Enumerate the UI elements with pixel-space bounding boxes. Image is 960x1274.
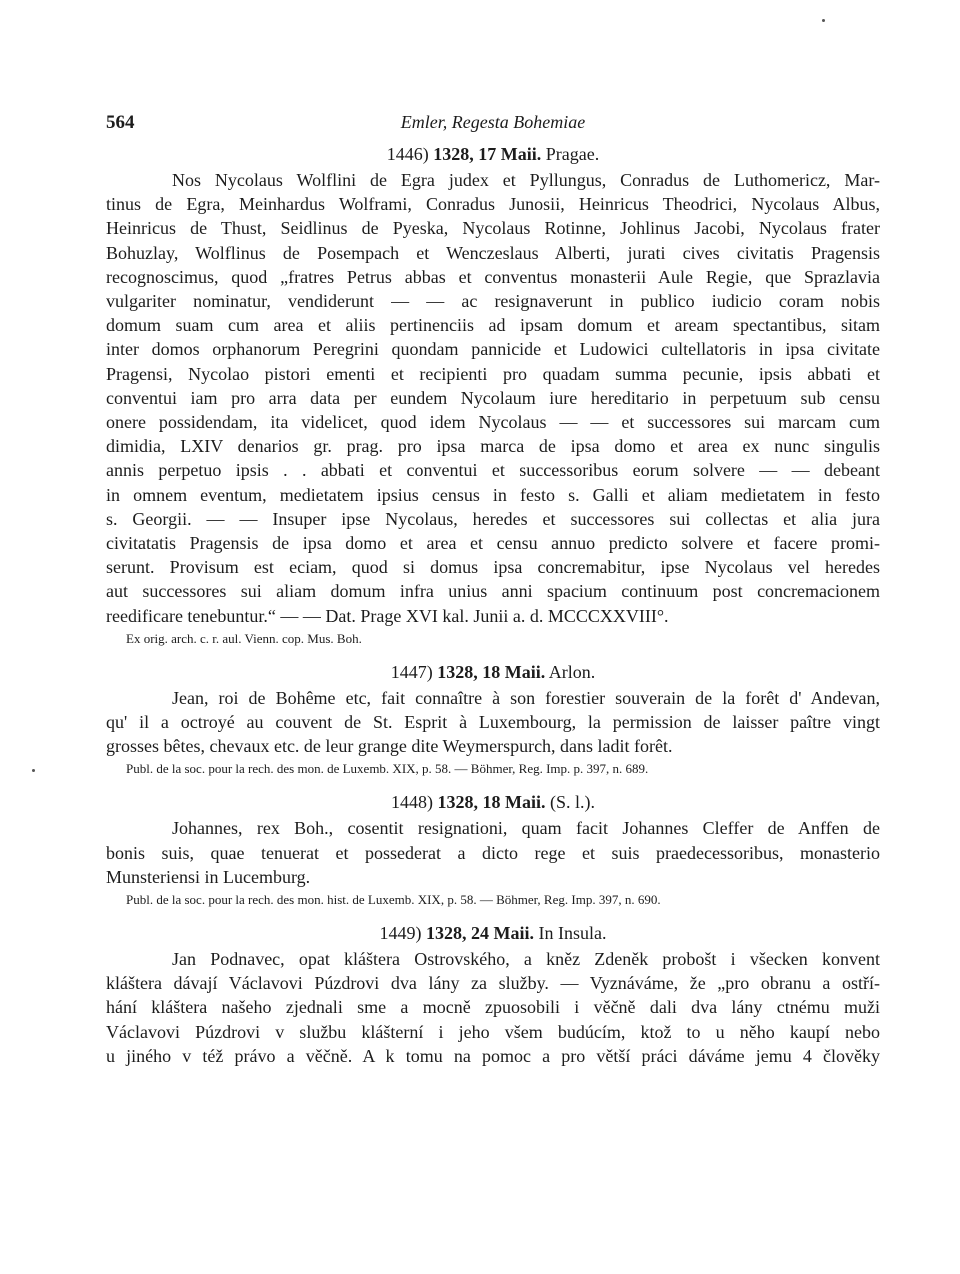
entry-place: (S. l.). [550,792,595,813]
page [106,112,880,1068]
text-line: grosses bêtes, chevaux etc. de leur grange dite Weymerspurch, dans ladit forêt. [106,736,673,757]
entry-1449 [106,921,880,1068]
text-line: domum suam cum area et aliis pertinenciis ad ipsam domum et aream spectantibus, sitam [106,315,880,336]
entry-month: Maii. [505,792,546,813]
entry-number: 1446) [386,144,429,164]
entry-date: 1328, 18 [437,661,501,682]
entry-1447 [106,660,880,779]
entry-text [106,168,880,628]
entry-number: 1449) [379,923,422,944]
text-line: onere possidendam, ita videlicet, quod idem Nycolaus — — et successores sui marcam cum [106,412,880,433]
source-note: Publ. de la soc. pour la rech. des mon. hist. de Luxemb. XIX, p. 58. — Böhmer, Reg. Imp. 397, n. 690. [126,892,661,908]
entry-text [106,947,880,1068]
text-line: Nos Nycolaus Wolflini de Egra judex et Pyllungus, Conradus de Luthomericz, Mar- [172,170,880,190]
page-number: 564 [106,112,135,133]
text-line: aut successores sui aliam domum infra unius anni spacium continuum post concremacionem [106,581,880,602]
text-line: vulgariter nominatur, vendiderunt — — ac resignaverunt in publico iudicio coram nobis [106,291,880,312]
text-line: serunt. Provisum est eciam, quod si domus ipsa concremabitur, ipse Nycolaus vel heredes [106,557,880,578]
text-line: Munsteriensi in Lucemburg. [106,866,311,887]
source-note: Publ. de la soc. pour la rech. des mon. de Luxemb. XIX, p. 58. — Böhmer, Reg. Imp. p. 397, n. 689. [126,761,649,777]
specks [822,19,825,22]
entry-heading [106,660,880,684]
text-line: qu' il a octroyé au couvent de St. Esprit à Luxembourg, la permission de laisser paître vingt [106,712,880,733]
text-line: hání kláštera našeho zjednali sme a mocně zpuosobili i věčně dali dva lány ctnému muži [106,997,880,1018]
entry-month: Maii. [504,661,546,682]
specks [32,769,35,772]
entry-number: 1448) [391,792,433,813]
entry-1448 [106,790,880,909]
running-title: Emler, Regesta Bohemiae [400,112,586,132]
text-line: tinus de Egra, Meinhardus Wolframi, Conradus Junosii, Heinricus Theodrici, Nycolaus Albus, [106,194,880,215]
text-line: Jan Podnavec, opat kláštera Ostrovského, a kněz Zdeněk probošt i všecken konvent [172,949,880,970]
text-line: annis perpetuo ipsis . . abbati et conventui et successoribus eorum solvere — — debeant [106,460,880,481]
entry-text [106,816,880,889]
text-line: Václavovi Púzdrovi v službu klášterní i jeho všem budúcím, ktož to u něho kaupí nebo [106,1021,880,1042]
entry-place: Pragae. [545,144,600,164]
text-line: Pragensi, Nycolao pistori ementi et recipienti pro quadam summa pecunie, ipsis abbati et [106,363,880,384]
text-line: Jean, roi de Bohême etc, fait connaître à son forestier souverain de la forêt d' Andevan, [172,687,880,708]
entry-heading [106,142,880,166]
text-line: conventui iam pro arra data per eundem Nycolaum iure hereditario in perpetuum sub censu [106,387,880,408]
text-line: reedificare tenebuntur.“ — — Dat. Prage XVI kal. Junii a. d. MCCCXXVIII°. [106,605,669,626]
entry-date: 1328, 17 [433,144,497,164]
text-line: dimidia, LXIV denarios gr. prag. pro ipsa marca de ipsa domo et area ex nunc singulis [106,436,880,457]
running-header [106,112,880,142]
source-note: Ex orig. arch. c. r. aul. Vienn. cop. Mus. Boh. [126,630,362,646]
entry-date: 1328, 18 [437,792,501,813]
entry-1446 [106,142,880,648]
text-line: Johannes, rex Boh., cosentit resignationi, quam facit Johannes Cleffer de Anffen de [172,818,880,839]
entry-place: In Insula. [538,923,607,944]
text-line: u jiného v též právo a věčně. A k tomu na pomoc a pro větší práci dáváme jemu 4 člověky [106,1045,880,1066]
text-line: Heinricus de Thust, Seidlinus de Pyeska, Nycolaus Rotinne, Johlinus Jacobi, Nycolaus frater [106,218,880,239]
entry-heading [106,790,880,814]
text-line: in omnem eventum, medietatem ipsius census in festo s. Galli et aliam medietatem in festo [106,484,880,505]
entry-month: Maii. [493,923,534,944]
entry-heading [106,921,880,945]
text-line: civitatatis Pragensis de ipsa domo et area et censu annuo predicto solvere et facere promi- [106,533,880,554]
text-line: s. Georgii. — — Insuper ipse Nycolaus, heredes et successores sui collectas et alia jura [106,508,880,529]
entry-number: 1447) [390,661,433,682]
text-line: kláštera dávají Václavovi Púzdrovi dva lány za služby. — Vyznáváme, že „pro obranu a ostří- [106,973,880,994]
text-line: inter domos orphanorum Peregrini quondam pannicide et Ludowici cultellatoris in ipsa civitate [106,339,880,360]
text-line: recognoscimus, quod „fratres Petrus abbas et conventus monasterii Aule Regie, que Sprazlavia [106,266,880,287]
text-line: bonis suis, quae tenuerat et possederat a dicto rege et suis praedecessoribus, monasterio [106,842,880,863]
entry-month: Maii. [500,144,542,164]
entry-text [106,686,880,759]
entry-place: Arlon. [548,661,596,682]
entry-date: 1328, 24 [426,923,489,944]
text-line: Bohuzlay, Wolflinus de Posempach et Wenczeslaus Alberti, jurati cives civitatis Pragensis [106,242,880,263]
